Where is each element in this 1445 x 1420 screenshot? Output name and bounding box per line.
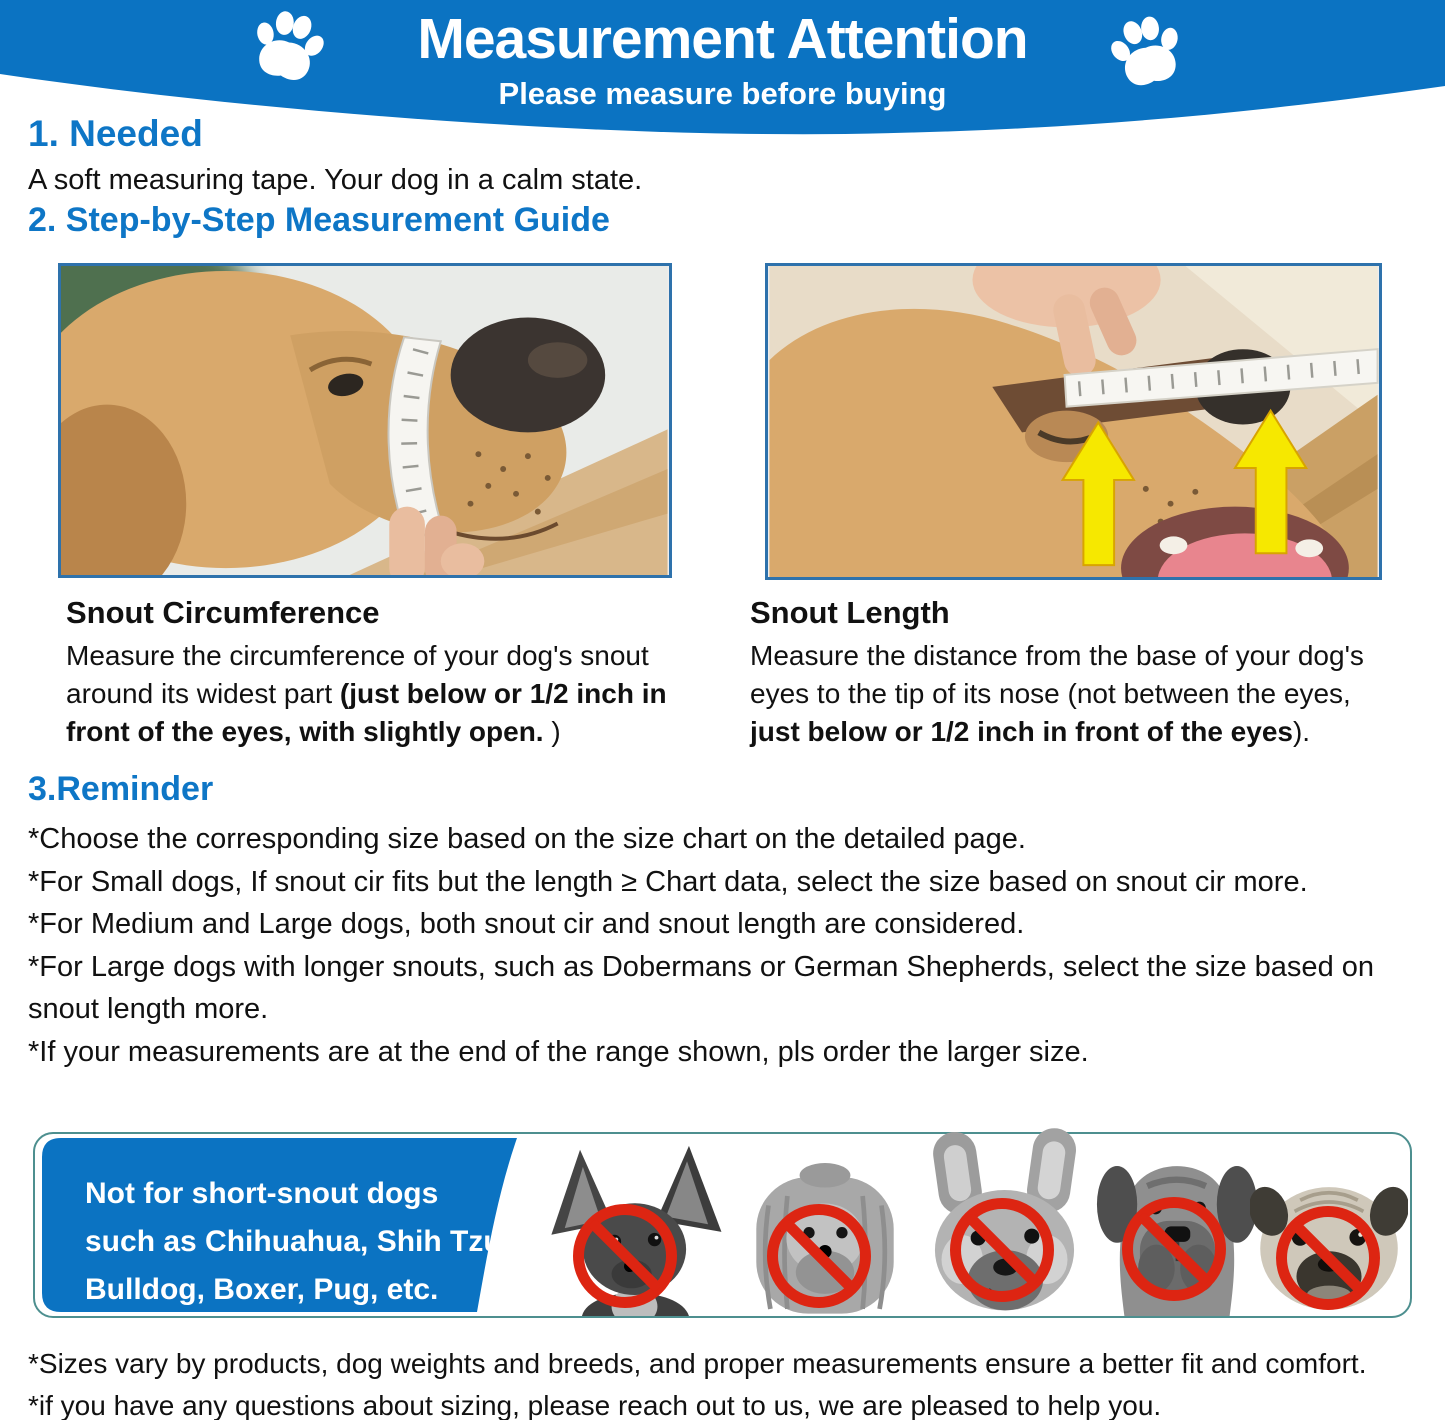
boxer-photo: [1088, 1133, 1266, 1316]
no-symbol-icon: [767, 1204, 871, 1308]
warning-line: such as Chihuahua, Shih Tzu,: [85, 1225, 511, 1258]
warning-line: Bulldog, Boxer, Pug, etc.: [85, 1273, 439, 1306]
caption-text-end: ): [543, 716, 561, 747]
reminder-item: *If your measurements are at the end of the range shown, pls order the larger size.: [28, 1035, 1089, 1068]
caption-title: Snout Length: [750, 595, 950, 630]
no-symbol-icon: [573, 1204, 677, 1308]
no-symbol-icon: [950, 1198, 1054, 1302]
warning-line: Not for short-snout dogs: [85, 1177, 439, 1210]
needed-body-text: A soft measuring tape. Your dog in a calm state.: [28, 164, 643, 196]
footer-note: *Sizes vary by products, dog weights and breeds, and proper measurements ensure a better fit and comfort.: [28, 1348, 1367, 1379]
reminder-item: *For Small dogs, If snout cir fits but the length ≥ Chart data, select the size based on snout cir more.: [28, 865, 1308, 898]
section-heading-reminder: 3.Reminder: [28, 770, 214, 808]
warning-text: [85, 1170, 510, 1314]
chihuahua-photo: [537, 1144, 732, 1316]
no-symbol-icon: [1276, 1206, 1380, 1310]
caption-text-end: ).: [1292, 716, 1311, 747]
section-heading-needed: 1. Needed: [28, 113, 203, 154]
snout-length-caption: [750, 595, 1400, 751]
page-subtitle: Please measure before buying: [498, 76, 947, 111]
shih-tzu-photo: [745, 1156, 905, 1316]
french-bulldog-photo: [912, 1128, 1097, 1316]
reminder-item: *Choose the corresponding size based on the size chart on the detailed page.: [28, 823, 1026, 855]
caption-text-bold: (just below or 1/2 inch in front of the eyes, with slightly open.: [66, 678, 667, 747]
snout-length-photo: [765, 263, 1382, 580]
reminder-list: [28, 818, 1426, 1073]
section-heading-guide: 2. Step-by-Step Measurement Guide: [28, 201, 610, 239]
caption-text-start: Measure the distance from the base of your dog's eyes to the tip of its nose (not between the eyes,: [750, 640, 1364, 709]
no-symbol-icon: [1122, 1197, 1226, 1301]
pug-photo: [1250, 1168, 1408, 1316]
caption-text-bold: just below or 1/2 inch in front of the eyes: [750, 716, 1293, 747]
footer-note: *if you have any questions about sizing, please reach out to us, we are pleased to help you.: [28, 1390, 1162, 1420]
caption-text-start: Measure the circumference of your dog's snout around its widest part: [66, 640, 649, 709]
caption-title: Snout Circumference: [66, 595, 380, 630]
reminder-item: *For Large dogs with longer snouts, such as Dobermans or German Shepherds, select the size based on snout length more.: [28, 950, 1375, 1025]
caption-text: [66, 637, 716, 751]
reminder-item: *For Medium and Large dogs, both snout cir and snout length are considered.: [28, 908, 1025, 940]
snout-circumference-photo: [58, 263, 672, 578]
caption-text: [750, 637, 1400, 751]
page-title: Measurement Attention: [417, 7, 1028, 71]
snout-circumference-caption: [66, 595, 716, 751]
